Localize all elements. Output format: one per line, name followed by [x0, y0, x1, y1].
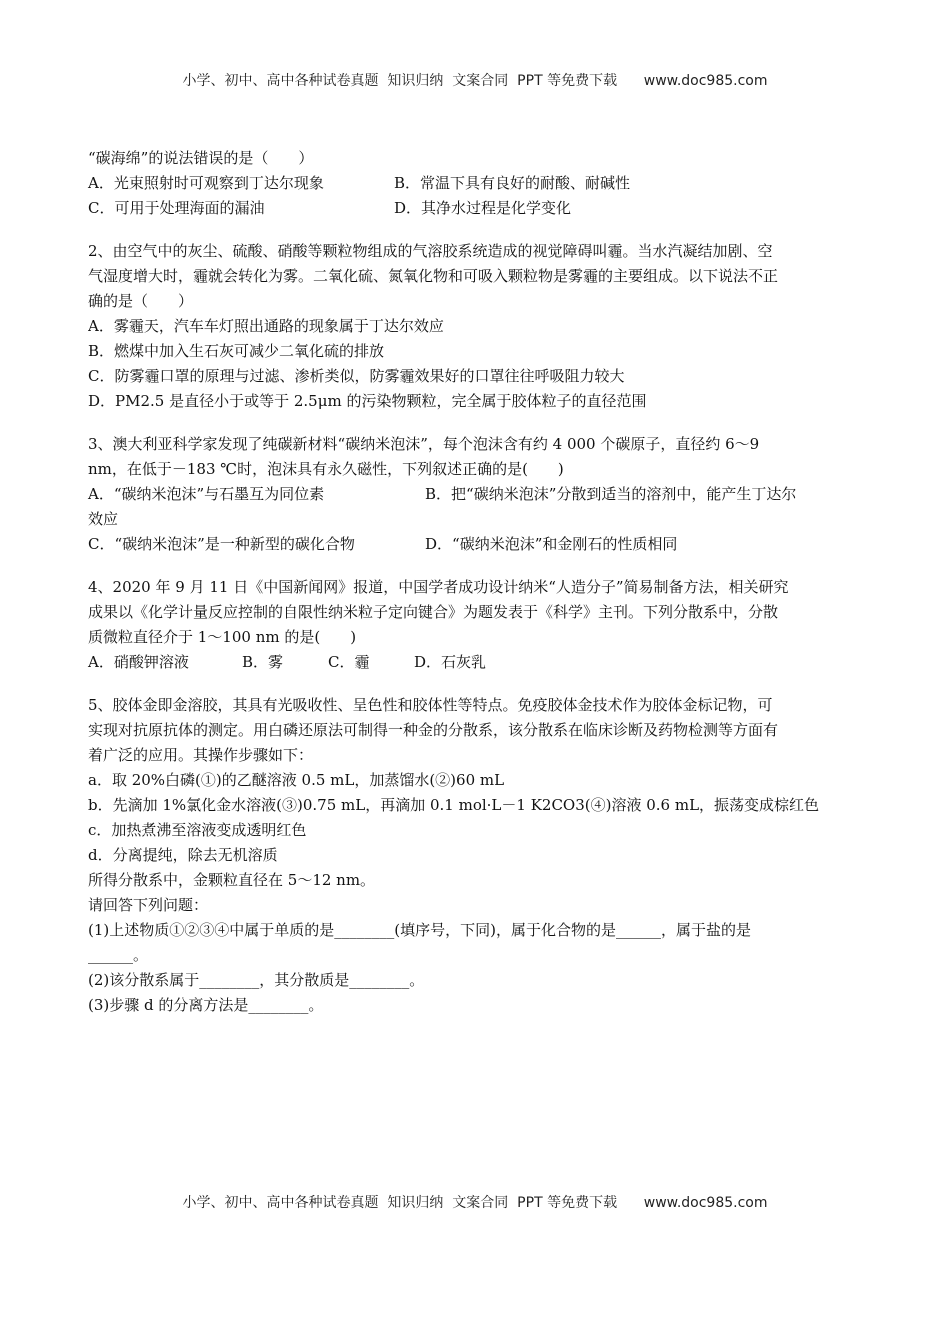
q4-options: [88, 650, 860, 675]
q1-stem: “碳海绵”的说法错误的是（ ）: [88, 149, 314, 167]
q5-sub1: (1)上述物质①②③④中属于单质的是________(填序号，下同)，属于化合物的是______，属于盐的是: [88, 921, 751, 939]
q5-step: d．分离提纯，除去无机溶质: [88, 846, 278, 864]
q2-option-c: C．防雾霾口罩的原理与过滤、渗析类似，防雾霾效果好的口罩往往呼吸阻力较大: [88, 367, 625, 385]
q2-option-a: A．雾霾天，汽车车灯照出通路的现象属于丁达尔效应: [88, 317, 444, 335]
q5-stem-line: 5、胶体金即金溶胶，其具有光吸收性、呈色性和胶体性等特点。免疫胶体金技术作为胶体金标记物，可: [88, 696, 773, 714]
q3-options-ab: [88, 482, 860, 507]
q5-prompt: 请回答下列问题：: [88, 896, 209, 914]
q4-option-b: B．雾: [242, 653, 284, 671]
q2-stem-line: 2、由空气中的灰尘、硫酸、硝酸等颗粒物组成的气溶胶系统造成的视觉障碍叫霾。当水汽凝结加剧、空: [88, 242, 773, 260]
q2-option-d: D．PM2.5 是直径小于或等于 2.5μm 的污染物颗粒，完全属于胶体粒子的直径范围: [88, 392, 647, 410]
q4-option-c: C．霾: [328, 653, 370, 671]
q5-stem-line: 实现对抗原抗体的测定。用白磷还原法可制得一种金的分散系，该分散系在临床诊断及药物检测等方面有: [88, 721, 779, 739]
q5-sub2: (2)该分散系属于________，其分散质是________。: [88, 971, 425, 989]
q4-stem-line: 4、2020 年 9 月 11 日《中国新闻网》报道，中国学者成功设计纳米“人造分子”简易制备方法，相关研究: [88, 578, 789, 596]
q4-option-a: A．硝酸钾溶液: [88, 653, 189, 671]
exam-content: [88, 146, 860, 1018]
q4-stem-line: 质微粒直径介于 1～100 nm 的是( ): [88, 628, 357, 646]
q3-option-a: A．“碳纳米泡沫”与石墨互为同位素: [88, 485, 325, 503]
q3-option-b-continued: 效应: [88, 510, 119, 528]
q4-stem-line: 成果以《化学计量反应控制的自限性纳米粒子定向键合》为题发表于《科学》主刊。下列分散系中，分散: [88, 603, 779, 621]
q5-sub3: (3)步骤 d 的分离方法是________。: [88, 996, 324, 1014]
q1-option-b: B．常温下具有良好的耐酸、耐碱性: [394, 174, 631, 192]
q1-options-ab: [88, 171, 860, 196]
q5-stem-line: 着广泛的应用。其操作步骤如下：: [88, 746, 314, 764]
q1-option-c: C．可用于处理海面的漏油: [88, 199, 265, 217]
q1-options-cd: [88, 196, 860, 221]
q3-stem-line: 3、澳大利亚科学家发现了纯碳新材料“碳纳米泡沫”，每个泡沫含有约 4 000 个碳原子，直径约 6～9: [88, 435, 760, 453]
page-header: 小学、初中、高中各种试卷真题 知识归纳 文案合同 PPT 等免费下载 www.doc985.com: [182, 73, 768, 89]
q4-option-d: D．石灰乳: [414, 653, 487, 671]
q3-options-cd: [88, 532, 860, 557]
q2-stem-line: 确的是（ ）: [88, 292, 194, 310]
q3-option-c: C．“碳纳米泡沫”是一种新型的碳化合物: [88, 535, 355, 553]
q2-stem-line: 气湿度增大时，霾就会转化为雾。二氧化硫、氮氧化物和可吸入颗粒物是雾霾的主要组成。以下说法不正: [88, 267, 779, 285]
q5-step: a．取 20%白磷(①)的乙醚溶液 0.5 mL，加蒸馏水(②)60 mL: [88, 771, 505, 789]
q1-option-a: A．光束照射时可观察到丁达尔现象: [88, 174, 324, 192]
q1-option-d: D．其净水过程是化学变化: [394, 199, 572, 217]
q3-option-d: D．“碳纳米泡沫”和金刚石的性质相同: [425, 535, 678, 553]
q3-stem-line: nm，在低于－183 ℃时，泡沫具有永久磁性，下列叙述正确的是( ): [88, 460, 564, 478]
q5-step: c．加热煮沸至溶液变成透明红色: [88, 821, 307, 839]
q5-result: 所得分散系中，金颗粒直径在 5～12 nm。: [88, 871, 376, 889]
page-footer: 小学、初中、高中各种试卷真题 知识归纳 文案合同 PPT 等免费下载 www.doc985.com: [182, 1195, 768, 1211]
q3-option-b: B．把“碳纳米泡沫”分散到适当的溶剂中，能产生丁达尔: [425, 485, 797, 503]
q5-sub1-continued: ______。: [88, 946, 149, 964]
q5-step: b．先滴加 1%氯化金水溶液(③)0.75 mL，再滴加 0.1 mol·L－1 K2CO3(④)溶液 0.6 mL，振荡变成棕红色: [88, 796, 820, 814]
q2-option-b: B．燃煤中加入生石灰可减少二氧化硫的排放: [88, 342, 385, 360]
